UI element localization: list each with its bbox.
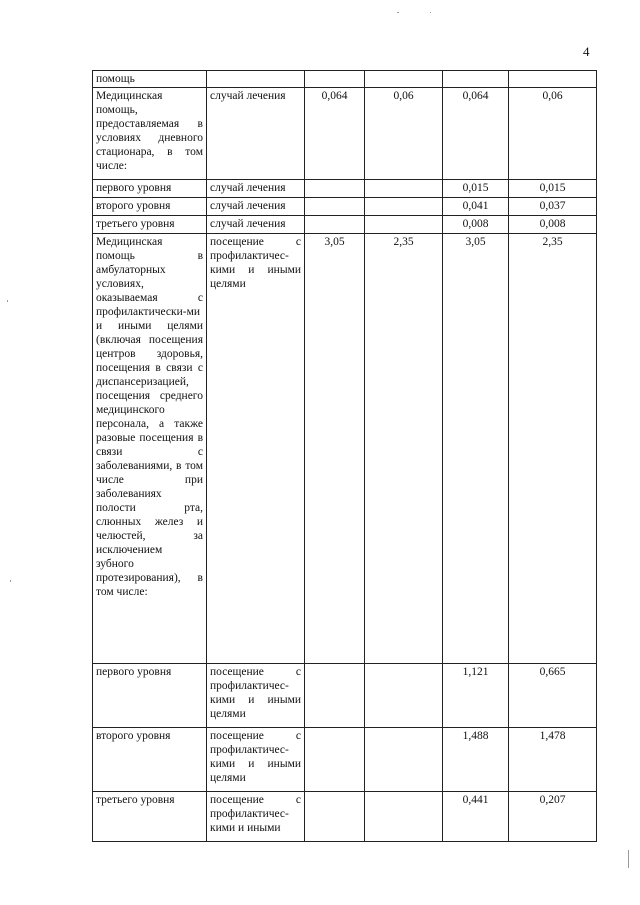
table-row [93,234,597,664]
value-cell-3: 0,008 [443,216,509,234]
table-row [93,792,597,842]
table-row [93,198,597,216]
table-row [93,71,597,88]
value-cell-3: 1,121 [443,664,509,728]
row-unit: случай лечения [207,216,305,234]
row-unit: посещение с профилактичес-кими и иными целями [207,234,305,664]
table-row [93,216,597,234]
table-row [93,88,597,180]
row-description: Медицинская помощь в амбулаторных условиях, оказываемая с профилактически-ми и иными целями (включая посещения центров здоровья, посещения в связи с диспансеризацией, посещения среднего медицинского персонала, а также разовые посещения в связи с заболеваниями, в том числе при заболеваниях полости рта, слюнных желез и челюстей, за исключением зубного протезирования), в том числе: [93,234,207,664]
value-cell-1 [305,216,365,234]
value-cell-2 [365,198,443,216]
value-cell-2 [365,180,443,198]
value-cell-1 [305,71,365,88]
value-cell-1 [305,180,365,198]
value-cell-4: 1,478 [509,728,597,792]
value-cell-4: 0,015 [509,180,597,198]
row-unit: случай лечения [207,88,305,180]
value-cell-2 [365,728,443,792]
row-description: Медицинская помощь, предоставляемая в условиях дневного стационара, в том числе: [93,88,207,180]
value-cell-4 [509,71,597,88]
value-cell-4: 0,665 [509,664,597,728]
row-description: первого уровня [93,180,207,198]
scan-speck [430,12,431,13]
scan-speck [10,580,11,582]
value-cell-4: 0,207 [509,792,597,842]
scan-speck [397,12,399,13]
page-number: 4 [583,44,590,59]
table-row [93,728,597,792]
row-unit: посещение с профилактичес-кими и иными целями [207,664,305,728]
value-cell-2: 0,06 [365,88,443,180]
row-unit: посещение с профилактичес-кими и иными целями [207,728,305,792]
value-cell-3: 0,064 [443,88,509,180]
value-cell-3: 0,041 [443,198,509,216]
value-cell-1: 3,05 [305,234,365,664]
value-cell-3 [443,71,509,88]
value-cell-1 [305,728,365,792]
value-cell-4: 0,008 [509,216,597,234]
norms-table [92,70,597,842]
value-cell-3: 0,015 [443,180,509,198]
value-cell-4: 0,037 [509,198,597,216]
row-unit [207,71,305,88]
value-cell-2 [365,216,443,234]
value-cell-4: 0,06 [509,88,597,180]
value-cell-2: 2,35 [365,234,443,664]
row-description: второго уровня [93,728,207,792]
value-cell-2 [365,792,443,842]
row-description: помощь [93,71,207,88]
row-unit: посещение с профилактичес-кими и иными [207,792,305,842]
value-cell-4: 2,35 [509,234,597,664]
value-cell-1 [305,198,365,216]
row-description: третьего уровня [93,216,207,234]
table-row [93,664,597,728]
value-cell-1: 0,064 [305,88,365,180]
row-description: первого уровня [93,664,207,728]
value-cell-1 [305,792,365,842]
scan-speck [7,300,8,302]
value-cell-3: 1,488 [443,728,509,792]
value-cell-1 [305,664,365,728]
value-cell-3: 3,05 [443,234,509,664]
value-cell-2 [365,71,443,88]
value-cell-3: 0,441 [443,792,509,842]
row-unit: случай лечения [207,198,305,216]
row-description: второго уровня [93,198,207,216]
row-description: третьего уровня [93,792,207,842]
table-row [93,180,597,198]
row-unit: случай лечения [207,180,305,198]
value-cell-2 [365,664,443,728]
scan-speck [628,850,629,868]
